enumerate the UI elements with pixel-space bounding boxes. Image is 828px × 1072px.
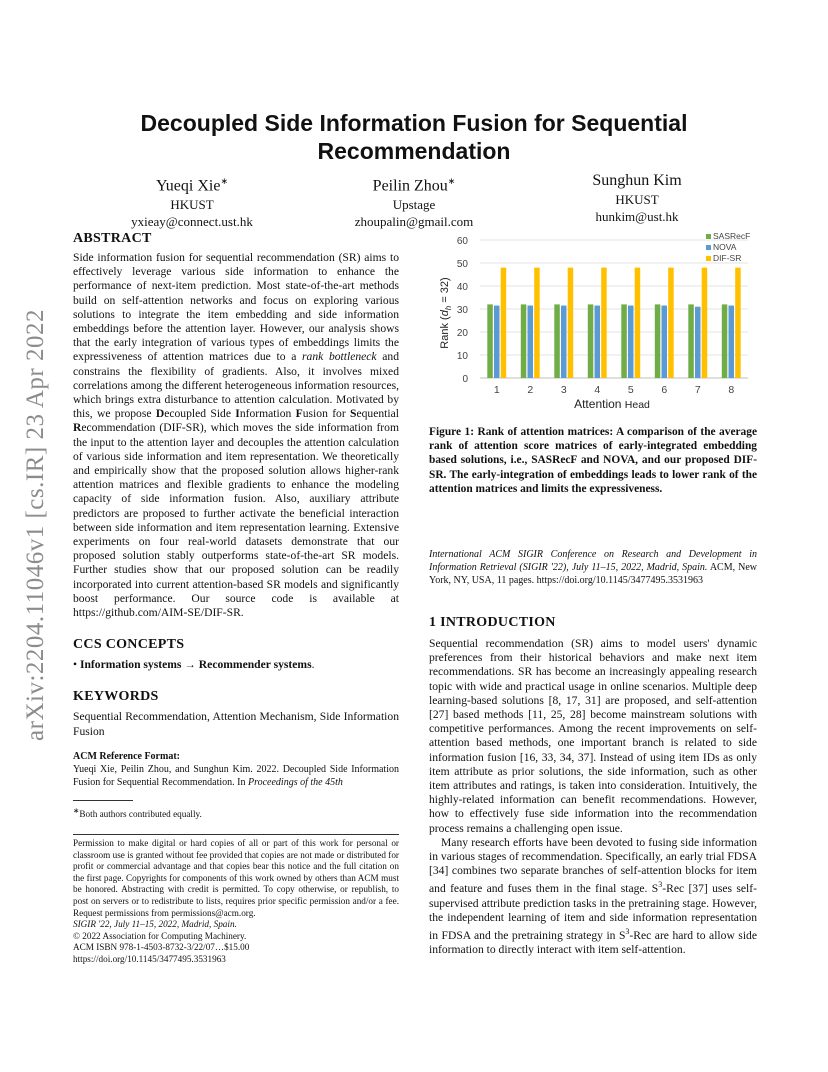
permission-isbn: ACM ISBN 978-1-4503-8732-3/22/07…$15.00: [73, 942, 250, 953]
chart-x-tick-label: 5: [627, 384, 634, 396]
rank-chart: [430, 228, 760, 413]
rank-chart-svg: [430, 228, 760, 413]
permission-text: Permission to make digital or hard copies of all or part of this work for personal or classroom use is granted without fee provided that copies are not made or distributed for profit or commercial advantage and that copies bear this notice and the full citation on the first page. Copyrights for components of this work owned by others than ACM must be honored. Abstracting with credit is permitted. To copy otherwise, or republish, to post on servers or to redistribute to lists, requires prior specific permission and/or a fee. Request permissions from permissions@acm.org.: [73, 838, 399, 918]
chart-legend: [706, 231, 750, 263]
chart-y-tick-label: 60: [456, 236, 468, 247]
author-mark: ∗: [447, 176, 456, 186]
chart-bar-nova: [628, 306, 634, 378]
chart-x-tick-label: 3: [560, 384, 567, 396]
introduction-heading: 1 INTRODUCTION: [429, 615, 556, 630]
chart-x-label: Attention Head: [574, 397, 650, 411]
introduction-paragraph-1: Sequential recommendation (SR) aims to model users' dynamic preferences from their historical behaviors and make next item recommendations. SR has become an increasingly appealing research topic with wide and practical usage in online scenarios. Multiple deep learning-based solutions [8, 17, 31] are proposed, and self-attention [27] based methods [11, 25, 28] become mainstream solutions with competitive performances. Among the recent improvements on self-attention based methods, one important branch is related to side information fusion [16, 33, 34, 37]. Instead of using item IDs as only item attribute as prior solutions, the side information, such as other item attributes and ratings, is taken into consideration. Intuitively, the highly-related information can benefit recommendations. However, how to effectively fuse side information into the recommendation process remains a challenging open issue.: [429, 637, 757, 835]
author-block-3: [527, 171, 747, 225]
keywords-text: Sequential Recommendation, Attention Mechanism, Side Information Fusion: [73, 710, 399, 738]
chart-y-tick-label: 0: [462, 374, 468, 385]
introduction-paragraph-2: Many research efforts have been devoted to fusing side information in various stages of recommendation. Specifically, an early trial FDSA [34] combines two separate branches of self-attention blocks for item and feature and fuses them in the final stage. $S^3$-Rec [37] uses self-supervised attribute prediction tasks in the pretraining stage. However, the independent learning of item and side information representation in FDSA and the pretraining strategy in $S^3$-Rec are hard to allow side information to directly interact with item self-attention.: [429, 835, 757, 956]
chart-bar-dif-sr: [702, 268, 708, 378]
chart-legend-label: DIF-SR: [713, 253, 742, 263]
chart-bar-nova: [595, 306, 601, 378]
permission-copyright: © 2022 Association for Computing Machinery.: [73, 930, 247, 941]
chart-bar-dif-sr: [601, 268, 607, 378]
keywords-heading: KEYWORDS: [73, 689, 159, 705]
conference-info: International ACM SIGIR Conference on Research and Development in Information Retrieval (SIGIR '22), July 11–15, 2022, Madrid, Spain. ACM, New York, NY, USA, 11 pages. https://doi.org/10.1145/3477495.3531963: [429, 549, 757, 586]
chart-legend-label: SASRecF: [713, 231, 751, 241]
chart-bar-sasrecf: [688, 304, 694, 378]
arxiv-identifier: [22, 290, 50, 760]
author-name: Yueqi Xie: [156, 177, 221, 195]
chart-bars: [487, 268, 740, 378]
arxiv-identifier-text: arXiv:2204.11046v1 [cs.IR] 23 Apr 2022: [22, 309, 49, 741]
chart-bar-dif-sr: [568, 268, 574, 378]
author-block-2: [304, 171, 524, 230]
chart-y-tick-label: 40: [456, 282, 468, 293]
chart-bar-nova: [695, 307, 701, 378]
permission-rule: [73, 834, 399, 835]
figure-caption: Figure 1: Rank of attention matrices: A comparison of the average rank of attention score matrices of early-integrated embedding based solutions, i.e., SASRecF and NOVA, and our proposed DIF-SR. The early-integration of embeddings leads to lower rank of the attention matrices and limits the expressiveness.: [429, 426, 757, 495]
chart-bar-sasrecf: [621, 304, 627, 378]
chart-legend-swatch: [706, 245, 711, 250]
author-affiliation: Upstage: [392, 197, 436, 213]
author-email[interactable]: zhoupalin@gmail.com: [354, 214, 474, 230]
chart-bar-sasrecf: [588, 304, 594, 378]
chart-y-ticks: [457, 236, 469, 385]
author-email[interactable]: hunkim@ust.hk: [595, 209, 679, 224]
chart-y-label: Rank $(d_h = 32)$: [439, 277, 453, 349]
chart-bar-dif-sr: [534, 268, 540, 378]
chart-bar-dif-sr: [668, 268, 674, 378]
permission-block: [73, 838, 399, 966]
chart-y-tick-label: 50: [456, 259, 468, 270]
chart-bar-nova: [561, 306, 567, 378]
chart-bar-sasrecf: [554, 304, 560, 378]
author-name: Peilin Zhou: [372, 177, 448, 195]
author-email[interactable]: yxieay@connect.ust.hk: [131, 214, 253, 230]
chart-y-tick-label: 10: [456, 351, 468, 362]
abstract-heading: ABSTRACT: [73, 231, 152, 246]
chart-x-tick-label: 6: [661, 384, 668, 396]
chart-bar-sasrecf: [487, 304, 493, 378]
chart-bar-dif-sr: [501, 268, 507, 378]
acm-reference-text: Yueqi Xie, Peilin Zhou, and Sunghun Kim. 2022. Decoupled Side Information Fusion for Sequential Recommendation. In Proceedings of the 45th: [73, 764, 399, 789]
author-block-1: [82, 171, 302, 230]
chart-legend-swatch: [706, 256, 711, 261]
left-column: [73, 230, 399, 789]
chart-x-ticks: [494, 384, 735, 396]
chart-legend-label: NOVA: [713, 242, 737, 252]
introduction-section: [429, 614, 757, 957]
footnote-rule: [73, 800, 133, 801]
chart-x-tick-label: 1: [493, 384, 500, 396]
permission-doi[interactable]: https://doi.org/10.1145/3477495.3531963: [73, 953, 226, 964]
chart-bar-nova: [729, 306, 735, 378]
chart-bar-dif-sr: [635, 268, 641, 378]
chart-x-tick-label: 4: [594, 384, 601, 396]
chart-bar-sasrecf: [655, 304, 661, 378]
author-name: Sunghun Kim: [592, 172, 682, 189]
footnote: ∗Both authors contributed equally.: [73, 806, 202, 820]
chart-bar-dif-sr: [735, 268, 741, 378]
chart-bar-sasrecf: [722, 304, 728, 378]
ccs-heading: CCS CONCEPTS: [73, 637, 185, 653]
author-affiliation: HKUST: [170, 197, 214, 213]
chart-y-tick-label: 30: [456, 305, 468, 316]
author-mark: ∗: [220, 176, 228, 186]
chart-bar-nova: [494, 306, 500, 378]
acm-reference-heading: ACM Reference Format:: [73, 750, 180, 762]
permission-venue: SIGIR '22, July 11–15, 2022, Madrid, Spain.: [73, 919, 237, 930]
chart-x-tick-label: 2: [527, 384, 534, 396]
paper-title: Decoupled Side Information Fusion for Sequential Recommendation: [140, 110, 688, 164]
author-affiliation: HKUST: [615, 192, 659, 207]
chart-bar-sasrecf: [521, 304, 527, 378]
chart-legend-swatch: [706, 234, 711, 239]
chart-y-tick-label: 20: [456, 328, 468, 339]
chart-bar-nova: [662, 306, 668, 378]
ccs-concepts: • Information systems → Recommender systems.: [73, 658, 315, 672]
chart-bar-nova: [528, 306, 534, 378]
chart-x-tick-label: 8: [728, 384, 735, 396]
chart-x-tick-label: 7: [694, 384, 701, 396]
abstract-body: Side information fusion for sequential recommendation (SR) aims to effectively leverage various side information to enhance the performance of next-item prediction. Most state-of-the-art methods build on self-attention networks and focus on exploring various solutions to integrate the item embedding and side information embeddings before the attention layer. However, our analysis shows that the early integration of various types of embeddings limits the expressiveness of attention matrices due to a rank bottleneck and constrains the flexibility of gradients. Also, it involves mixed correlations among the different heterogeneous information resources, which brings extra disturbance to attention calculation. Motivated by this, we propose Decoupled Side Information Fusion for Sequential Recommendation (DIF-SR), which moves the side information from the input to the attention layer and decouples the attention calculation of various side information and item representation. We theoretically and empirically show that the proposed solution allows higher-rank attention matrices and flexible gradients to enhance the modeling capacity of side information fusion. Also, auxiliary attribute predictors are proposed to further activate the beneficial interaction between side information and item representation learning. Extensive experiments on four real-world datasets demonstrate that our proposed solution stably outperforms state-of-the-art SR models. Further studies show that our proposed solution can be readily incorporated into current attention-based SR models and significantly boost performance. Our source code is available at https://github.com/AIM-SE/DIF-SR.: [73, 251, 399, 620]
